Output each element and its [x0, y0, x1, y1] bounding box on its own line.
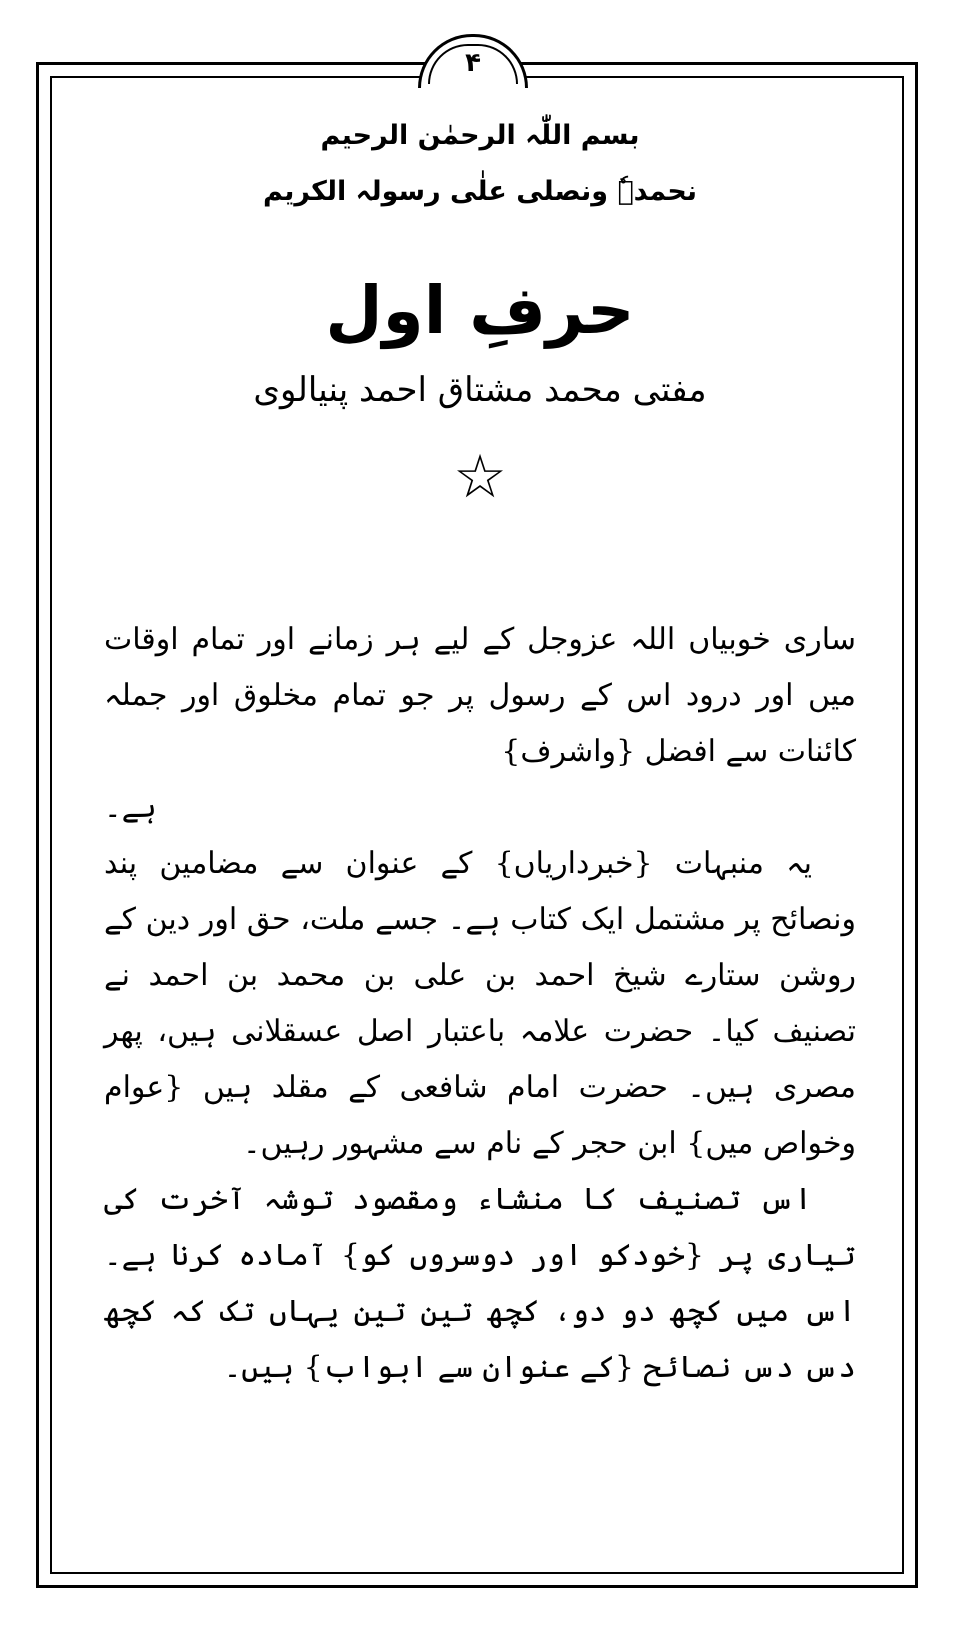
author-name: مفتی محمد مشتاق احمد پنیالوی [253, 370, 707, 410]
basmala: بسم اللّٰہ الرحمٰن الرحیم [320, 120, 640, 151]
paragraph-2: یہ منبہات {خبرداریاں} کے عنوان سے مضامین پند ونصائح پر مشتمل ایک کتاب ہے۔ جسے ملت، حق اور دین کے روشن ستارے شیخ احمد بن علی بن محمد بن احمد نے تصنیف کیا۔ حضرت علامہ باعتبار اصل عسقلانی ہیں، پھر مصری ہیں۔ حضرت امام شافعی کے مقلد ہیں {عوام وخواص میں} ابن حجر کے نام سے مشہور رہیں۔ [104, 846, 856, 1161]
page-number: ۴ [465, 48, 481, 78]
paragraph-1: ساری خوبیاں اللہ عزوجل کے لیے ہر زمانے اور تمام اوقات میں اور درود اس کے رسول پر جو تمام مخلوق اور جملہ کائنات سے افضل {واشرف} [104, 622, 856, 769]
paragraph-3: اس تصنیف کا منشاء ومقصود توشہ آخرت کی تیاری پر {خودکو اور دوسروں کو} آمادہ کرنا ہے۔ اس میں کچھ دو دو، کچھ تین تین یہاں تک کہ کچھ دس دس نصائح {کے عنوان سے ابواب} ہیں۔ [104, 1182, 856, 1385]
paragraph-1-tail: ہے۔ [104, 790, 157, 825]
chapter-title: حرفِ اول [325, 272, 635, 349]
salutation: نحمدہٗ ونصلی علٰی رسولہ الکریم [263, 176, 697, 207]
star-ornament-icon: ☆ [453, 442, 507, 512]
body-text [104, 612, 856, 1396]
